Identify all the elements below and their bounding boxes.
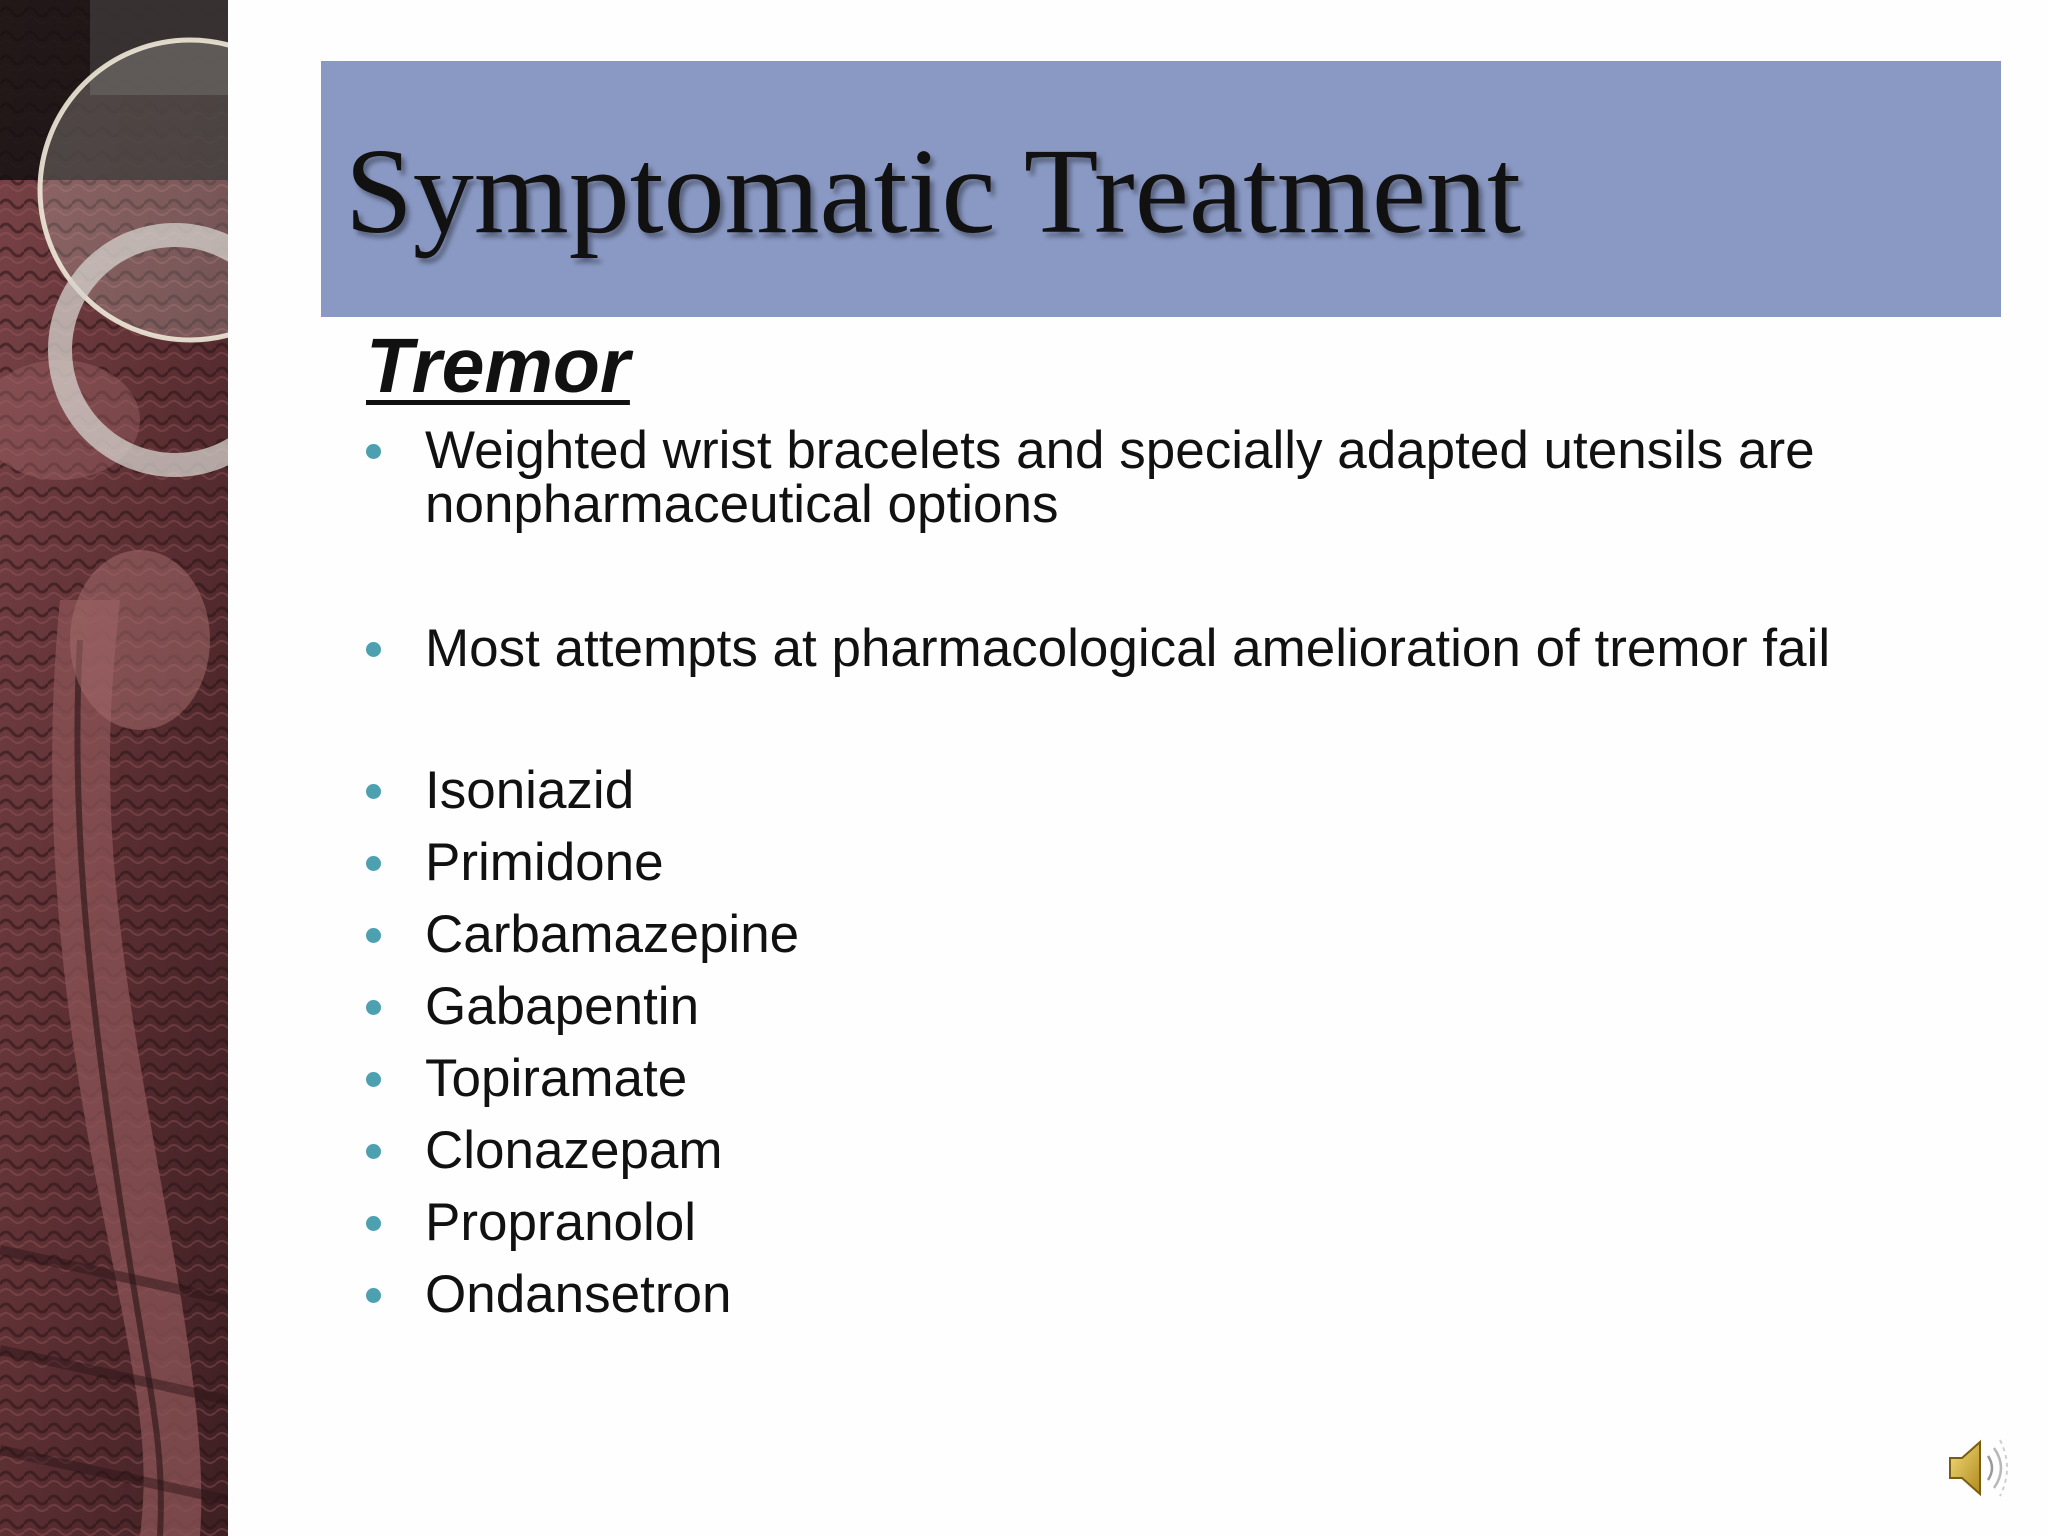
bullet-text: Weighted wrist bracelets and specially adapted utensils are xyxy=(425,421,1815,480)
bullet-icon xyxy=(366,642,381,657)
bullet-text: Clonazepam xyxy=(425,1121,723,1180)
decorative-mri-panel xyxy=(0,0,228,1536)
mri-artwork xyxy=(0,0,228,1536)
bullet-text: Propranolol xyxy=(425,1193,697,1252)
bullet-icon xyxy=(366,1144,381,1159)
bullet-icon xyxy=(366,1216,381,1231)
bullet-text: Topiramate xyxy=(425,1049,688,1108)
section-heading: Tremor xyxy=(366,323,630,409)
bullet-icon xyxy=(366,856,381,871)
slide-title: Symptomatic Treatment xyxy=(345,124,1521,259)
bullet-icon xyxy=(366,784,381,799)
bullet-icon xyxy=(366,444,381,459)
bullet-text: Ondansetron xyxy=(425,1265,732,1324)
title-bar xyxy=(321,61,2001,317)
bullet-text: nonpharmaceutical options xyxy=(425,475,1059,534)
bullet-icon xyxy=(366,1072,381,1087)
bullet-text: Most attempts at pharmacological amelioration of tremor fail xyxy=(425,619,1831,678)
speaker-icon-graphic xyxy=(1946,1432,2012,1504)
bullet-text: Primidone xyxy=(425,833,664,892)
speaker-icon[interactable] xyxy=(1946,1432,2012,1504)
bullet-text: Gabapentin xyxy=(425,977,700,1036)
bullet-text: Isoniazid xyxy=(425,761,635,820)
bullet-icon xyxy=(366,928,381,943)
bullet-text: Carbamazepine xyxy=(425,905,800,964)
bullet-icon xyxy=(366,1000,381,1015)
bullet-icon xyxy=(366,1288,381,1303)
